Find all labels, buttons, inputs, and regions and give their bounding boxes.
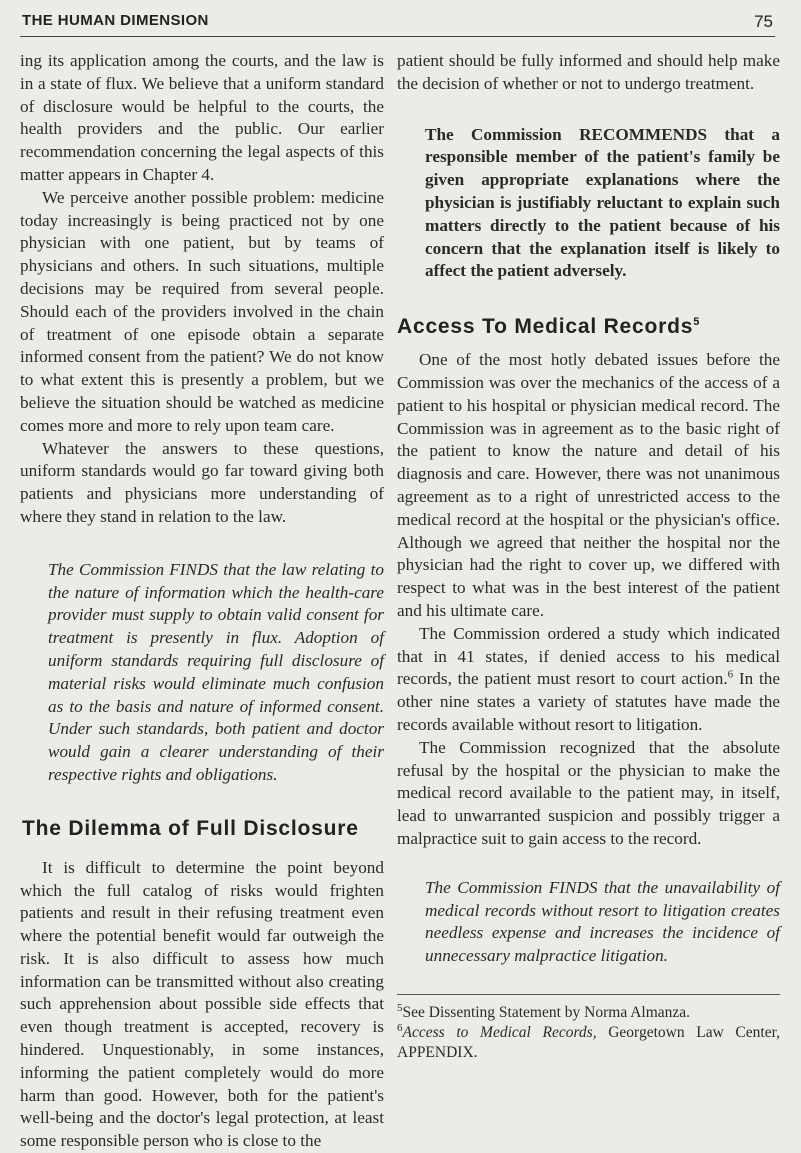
body-paragraph: The Commission recognized that the absolute refusal by the hospital or the physician to make the medical record available to the patient may, in itself, lead to unwarranted suspicion and possibly trigger a malpractice suit to gain access to the record. <box>397 737 780 848</box>
body-text: In the other nine states a variety of statutes have made the records available without resort to litigation. <box>397 669 780 734</box>
right-column <box>397 50 780 1063</box>
section-heading: The Dilemma of Full Disclosure <box>22 816 359 840</box>
body-paragraph: ing its application among the courts, and the law is in a state of flux. We believe that a uniform standard of disclosure would be helpful to the courts, the health providers and the public. Our earlier recommendation concerning the legal aspects of this matter appears in Chapter 4. <box>20 51 384 184</box>
body-paragraph: We perceive another possible problem: medicine today increasingly is being practiced not by one physician with one patient, but by teams of physicians and others. In such situations, multiple decisions may be required from several people. Should each of the providers involved in the chain of treatment of one episode obtain a separate informed consent from the patient? We do not know to what extent this is presently a problem, but we believe the situation should be watched as medicine comes more and more to rely upon team care. <box>20 187 384 435</box>
footnote-marker: 5 <box>693 316 701 329</box>
body-paragraph: Whatever the answers to these questions, uniform standards would go far toward giving both patients and physicians more understanding of where they stand in relation to the law. <box>20 438 384 526</box>
body-text: The Commission ordered a study which indicated that in 41 states, if denied access to his medical records, the patient must resort to court action. <box>397 623 780 689</box>
commission-recommendation: The Commission RECOMMENDS that a responsible member of the patient's family be given appropriate explanations where the physician is justifiably reluctant to explain such matters directly to the patient because of his concern that the explanation itself is likely to affect the patient adversely. <box>425 124 780 281</box>
left-column <box>20 50 384 1153</box>
running-title: THE HUMAN DIMENSION <box>22 12 209 29</box>
section-heading <box>397 315 780 339</box>
running-header <box>20 8 775 37</box>
footnote <box>397 1003 780 1023</box>
footnote-divider <box>397 994 780 995</box>
body-paragraph: It is difficult to determine the point beyond which the full catalog of risks would frighten patients and result in their refusing treatment even where the potential benefit would far outweigh the risk. It is also difficult to assess how much information can be transmitted without also creating such apprehension about possible side effects that even though treatment is accepted, recovery is hindered. Unquestionably, in some instances, informing the patient completely would do more harm than good. However, both for the patient's well-being and the doctor's legal protection, at least some responsible person who is close to the <box>20 857 384 1151</box>
footnote-number: 6 <box>397 1021 403 1034</box>
section-heading-text: Access To Medical Records <box>397 315 694 339</box>
footnote-number: 5 <box>397 1001 403 1014</box>
footnote-source: Georgetown Law Center, APPENDIX. <box>397 1023 780 1061</box>
body-paragraph: patient should be fully informed and should help make the decision of whether or not to undergo treatment. <box>397 51 780 93</box>
page-number: 75 <box>754 12 773 31</box>
body-paragraph: One of the most hotly debated issues before the Commission was over the mechanics of the access of a patient to his hospital or physician medical record. The Commission was in agreement as to the basic right of the patient to know the nature and detail of his diagnosis and care. However, there was not unanimous agreement as to a right of unrestricted access to the medical record at the hospital or the physician's office. Although we agreed that neither the hospital nor the physician had the right to cover up, we differed with respect to what was in the best interest of the patient and his ultimate care. <box>397 350 780 620</box>
footnote-text: See Dissenting Statement by Norma Almanza. <box>402 1003 691 1021</box>
footnote-title: Access to Medical Records, <box>402 1023 597 1041</box>
body-paragraph <box>397 623 780 737</box>
footnote <box>397 1023 780 1063</box>
commission-finding: The Commission FINDS that the unavailability of medical records without resort to litigation creates needless expense and increases the incidence of unnecessary malpractice litigation. <box>425 877 780 966</box>
commission-finding: The Commission FINDS that the law relating to the nature of information which the health-care provider must supply to obtain valid consent for treatment is presently in flux. Adoption of uniform standards requiring full disclosure of material risks would eliminate much confusion as to the basis and nature of informed consent. Under such standards, both patient and doctor would gain a clearer understanding of their respective rights and obligations. <box>48 559 384 784</box>
footnote-marker: 6 <box>727 668 734 681</box>
